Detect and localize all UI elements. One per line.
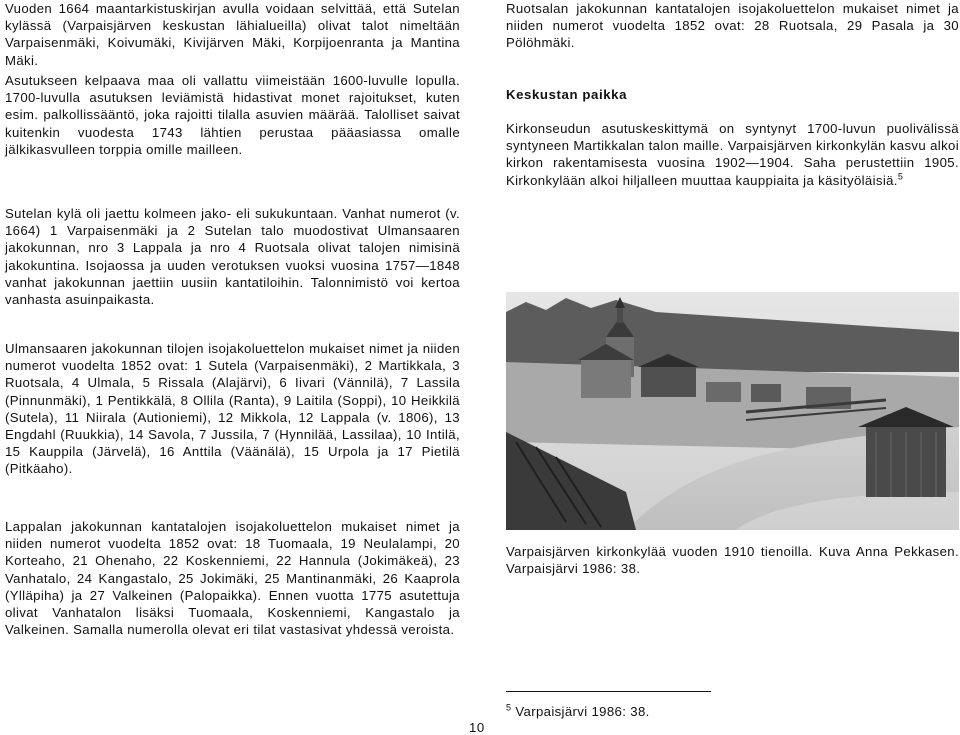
footnote-text: Varpaisjärvi 1986: 38.: [515, 704, 650, 719]
paragraph-land-survey-1664: Vuoden 1664 maantarkistuskirjan avulla voidaan selvittää, että Sutelan kylässä (Varpaisjärven keskustan lähialueilla) olivat talot nimeltään Varpaisenmäki, Koivumäki, Kivijärven Mäki, Korpijoenranta ja Mantina Mäki.: [5, 1, 460, 68]
footnote-separator: [506, 691, 711, 692]
village-photograph-drawing: [506, 292, 959, 530]
footnote-reference: 5: [897, 171, 904, 182]
paragraph-centre-location: [506, 120, 959, 189]
centre-location-text: Kirkonseudun asutuskeskittymä on syntynyt 1700-luvun puolivälissä syntyneen Martikkalan talon maille. Varpaisjärven kirkonkylän kasvu alkoi kirkon rakentamisesta vuosina 1902—1904. Saha perustettiin 1905. Kirkonkylään alkoi hiljalleen muuttaa kauppiaita ja käsityöläisiä.: [506, 121, 959, 188]
paragraph-ulmansaari-list: Ulmansaaren jakokunnan tilojen isojakoluettelon mukaiset nimet ja niiden numerot vuodelta 1852 ovat: 1 Sutela (Varpaisenmäki), 2 Martikkala, 3 Ruotsala, 4 Ulmala, 5 Rissala (Alajärvi), 6 Iivari (Vännilä), 7 Lassila (Pinnunmäki), 1 Pentikkälä, 8 Ollila (Ranta), 9 Laitila (Soppi), 10 Heikkilä (Sutela), 11 Niirala (Autioniemi), 12 Mikkola, 12 Lappala (v. 1806), 13 Engdahl (Ruukkia), 14 Savola, 7 Jussila, 7 (Hynnilää, Lassilaa), 10 Intilä, 15 Kauppila (Järvelä), 16 Anttila (Väänälä), 15 Urpola ja 17 Pietilä (Pitkäaho).: [5, 341, 460, 477]
paragraph-lappala-list: Lappalan jakokunnan kantatalojen isojakoluettelon mukaiset nimet ja niiden numerot vuodelta 1852 ovat: 18 Tuomaala, 19 Neulalampi, 20 Korteaho, 21 Ohenaho, 22 Koskenniemi, 22 Hannula (Jokimäkeä), 23 Vanhatalo, 24 Kangastalo, 25 Jokimäki, 25 Mantinanmäki, 26 Kaaprola (Ylläpiha) ja 27 Valkeinen (Palopaikka). Ennen vuotta 1775 asutettuja olivat Vanhatalon lisäksi Tuomaala, Koskenniemi, Kangastalo ja Valkeinen. Samalla numerolla olevat eri tilat vastasivat yhdessä veroista.: [5, 519, 460, 638]
page-number: 10: [469, 720, 485, 735]
village-photograph: [506, 292, 959, 530]
section-heading: Keskustan paikka: [506, 87, 628, 102]
paragraph-ruotsala-list: Ruotsalan jakokunnan kantatalojen isojakoluettelon mukaiset nimet ja niiden numerot vuodelta 1852 ovat: 28 Ruotsala, 29 Pasala ja 30 Pölöhmäki.: [506, 1, 959, 51]
footnote-number: 5: [506, 702, 512, 713]
paragraph-settlement-history: Asutukseen kelpaava maa oli vallattu viimeistään 1600-luvulle lopulla. 1700-luvulla asutuksen leviämistä hidastivat monet rajoitukset, kuten esim. palkollissääntö, joka rajoitti tilalla asuvien määrää. Talolliset saivat kuitenkin vuodesta 1743 lähtien perustaa pääasiassa omalle jälkikasvulleen torppia omille mailleen.: [5, 73, 460, 157]
footnote: [506, 703, 956, 720]
photo-caption: Varpaisjärven kirkonkylää vuoden 1910 tienoilla. Kuva Anna Pekkasen. Varpaisjärvi 1986: 38.: [506, 544, 959, 577]
paragraph-sutela-division: Sutelan kylä oli jaettu kolmeen jako- eli sukukuntaan. Vanhat numerot (v. 1664) 1 Varpaisenmäki ja 2 Sutelan talo muodostivat Ulmansaaren jakokunnan, nro 3 Lappala ja nro 4 Ruotsala olivat talojen nimisinä jakokuntina. Isojaossa ja uuden verotuksen vuoksi vuosina 1757—1848 vanhat jakokunnan jaettiin uusiin kantatiloihin. Talonnimistö voi kertoa vanhasta asuinpaikasta.: [5, 206, 460, 308]
